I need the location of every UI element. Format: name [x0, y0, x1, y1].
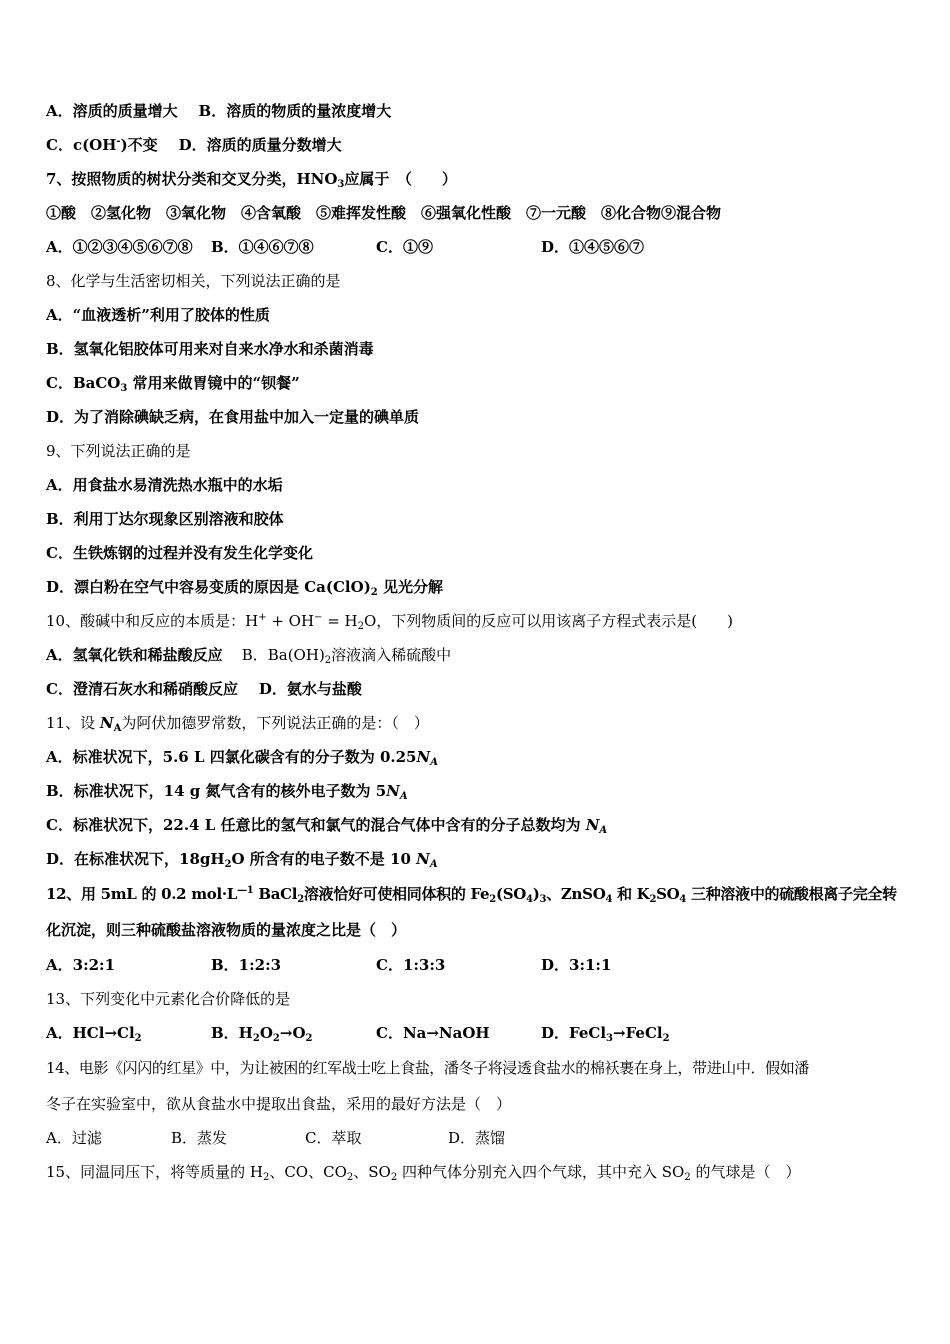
q8-option-c: C．BaCO$_3$ 常用来做胃镜中的“钡餐”: [46, 374, 300, 394]
q7-options: [46, 236, 910, 258]
q9-stem: 9、下列说法正确的是: [46, 442, 191, 460]
q11-option-a: A．标准状况下，5.6 L 四氯化碳含有的分子数为 $0.25N_A$: [46, 748, 438, 768]
q11-option-b: B．标准状况下，14 g 氮气含有的核外电子数为 $5N_A$: [46, 782, 408, 802]
q6-option-d: D．溶质的质量分数增大: [178, 136, 342, 154]
q8-option-d: D．为了消除碘缺乏病，在食用盐中加入一定量的碘单质: [46, 408, 420, 426]
q9-option-a: A．用食盐水易清洗热水瓶中的水垢: [46, 476, 283, 494]
q13-option-d: D．FeCl$_3$→FeCl$_2$: [541, 1024, 670, 1044]
q10-option-d: D．氨水与盐酸: [258, 680, 362, 698]
q12-option-a: A．3:2:1: [46, 956, 116, 974]
q13-stem: 13、下列变化中元素化合价降低的是: [46, 990, 291, 1008]
q11-stem: 11、设 $N_A$为阿伏加德罗常数，下列说法正确的是：（ ）: [46, 714, 429, 734]
q10-options-cd: [46, 678, 910, 700]
q9-option-b: B．利用丁达尔现象区别溶液和胶体: [46, 510, 284, 528]
q12-stem-line2: 化沉淀，则三种硫酸盐溶液物质的量浓度之比是（ ）: [46, 921, 407, 939]
q10-options-ab: [46, 644, 910, 666]
q13-option-a: A．$HCl\to Cl_2$: [46, 1024, 142, 1044]
q8-option-b: B．氢氧化铝胶体可用来对自来水净水和杀菌消毒: [46, 340, 374, 358]
q10-option-c: C．澄清石灰水和稀硝酸反应: [46, 680, 238, 698]
q11-option-d: D．在标准状况下，$18gH_2O$ 所含有的电子数不是 10 $N_A$: [46, 850, 438, 870]
q12-option-c: C．1:3:3: [376, 956, 446, 974]
q14-options: [46, 1127, 910, 1149]
q12-option-d: D．3:1:1: [541, 956, 612, 974]
q10-stem: 10、酸碱中和反应的本质是：$H^+ + OH^- = H_2O$，下列物质间的反应可以用该离子方程式表示是( ): [46, 612, 734, 632]
q6-option-b: B．溶质的物质的量浓度增大: [198, 102, 392, 120]
q8-option-a: A．“血液透析”利用了胶体的性质: [46, 306, 270, 324]
q14-option-d: D．蒸馏: [448, 1129, 506, 1147]
q14-option-b: B．蒸发: [171, 1129, 228, 1147]
q6-option-c: C．c(OH-)不变: [46, 136, 158, 154]
q14-stem-line2: 冬子在实验室中，欲从食盐水中提取出食盐，采用的最好方法是（ ）: [46, 1095, 512, 1113]
q7-option-b: B．①④⑥⑦⑧: [211, 238, 314, 256]
q15-stem: 15、同温同压下，将等质量的 $H_2$、CO、$CO_2$、$SO_2$ 四种气体分别充入四个气球，其中充入 $SO_2$ 的气球是（ ）: [46, 1163, 801, 1183]
q10-option-b: B．$Ba(OH)_2$溶液滴入稀硫酸中: [241, 646, 452, 666]
q12-option-b: B．1:2:3: [211, 956, 282, 974]
q14-stem-line1: 14、电影《闪闪的红星》中，为让被困的红军战士吃上食盐，潘冬子将浸透食盐水的棉袄裹在身上，带进山中．假如潘: [46, 1059, 809, 1077]
q6-options-cd: [46, 134, 910, 156]
q10-option-a: A．氢氧化铁和稀盐酸反应: [46, 646, 223, 664]
q6-option-a: A．溶质的质量增大: [46, 102, 178, 120]
q9-option-c: C．生铁炼钢的过程并没有发生化学变化: [46, 544, 313, 562]
q13-options: [46, 1022, 910, 1044]
q9-option-d: D．漂白粉在空气中容易变质的原因是 $Ca(ClO)_2$ 见光分解: [46, 578, 443, 598]
q11-option-c: C．标准状况下，22.4 L 任意比的氢气和氯气的混合气体中含有的分子总数均为 $N_A$: [46, 816, 608, 836]
q7-stem: 7、按照物质的树状分类和交叉分类，$HNO_3$应属于 （ ）: [46, 170, 457, 190]
q8-stem: 8、化学与生活密切相关，下列说法正确的是: [46, 272, 341, 290]
q7-option-a: A．①②③④⑤⑥⑦⑧: [46, 238, 193, 256]
q7-option-d: D．①④⑤⑥⑦: [541, 238, 645, 256]
q14-option-c: C．萃取: [305, 1129, 362, 1147]
q12-stem-line1: 12、用 5mL 的 0.2 $mol\cdot L^{—1}$ BaCl$_2$溶液恰好可使相同体积的 $Fe_2(SO_4)_3$、ZnSO$_4$ 和 $K_2SO_4$ 三种溶液中的硫酸根离子完全转: [46, 885, 897, 905]
q7-option-c: C．①⑨: [376, 238, 433, 256]
q13-option-b: B．$H_2O_2\to O_2$: [211, 1024, 313, 1044]
q12-options: [46, 954, 910, 976]
q14-option-a: A．过滤: [46, 1129, 102, 1147]
q7-items: ①酸 ②氢化物 ③氧化物 ④含氧酸 ⑤难挥发性酸 ⑥强氧化性酸 ⑦一元酸 ⑧化合物⑨混合物: [46, 204, 722, 222]
q6-options-ab: [46, 100, 910, 122]
q13-option-c: C．Na→NaOH: [376, 1024, 490, 1042]
